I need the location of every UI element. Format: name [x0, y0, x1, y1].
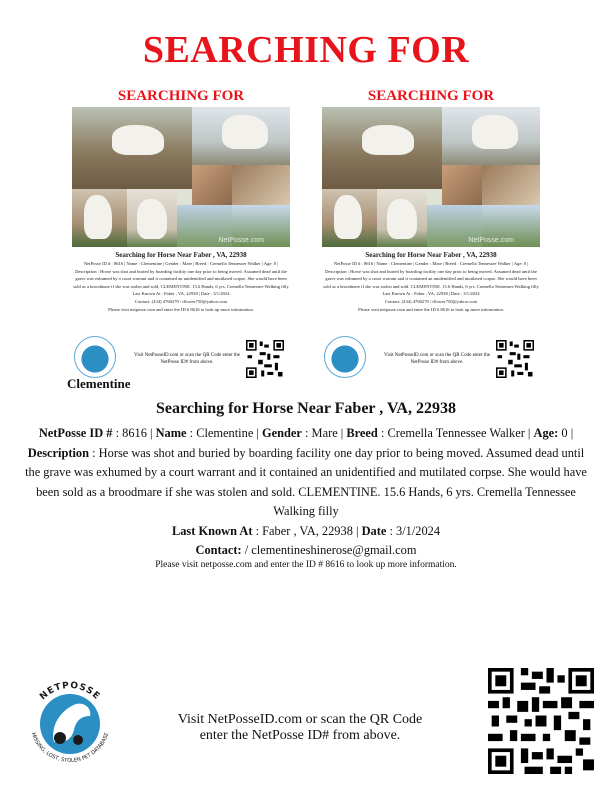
photo-horse-head — [72, 189, 127, 247]
page-title: SEARCHING FOR — [142, 29, 470, 71]
post-title: Searching for Horse Near Faber , VA, 22938 — [156, 400, 456, 417]
mini-flyer-text: Searching for Horse Near Faber , VA, 22938 NetPosse ID # : 8616 | Name : Clementine | Gender : Mare | Breed : Cremella Tennessee Walker | Age: 0 | Description : Horse was shot and buried by boarding facility one day prior to being moved. Assumed dead until the grave was exhumed by a court warrant and it contained an unidentified and mutilated corpse. She would have been sold as a broodmare if she was stolen and sold. CLEMENTINE. 15.6 Hands, 6 yrs. Cremella Tennessee Walking filly Last Known At : Faber , VA, 22938 | Date : 3/1/2024 Contact: (434) 4760270 / tflower750@yahoo.com Please visit netposse.com and enter the ID # 8616 to look up more information. — [323, 251, 539, 312]
netposse-logo-icon — [74, 336, 116, 378]
footer-line-2: enter the NetPosse ID# from above. — [199, 728, 401, 743]
footer-instructions — [150, 712, 450, 744]
photo-closeup — [192, 165, 232, 205]
photo-caption: Clementine — [67, 376, 131, 391]
svg-text:NETPOSSE: NETPOSSE — [38, 680, 102, 703]
photo-horse-rider — [127, 189, 177, 247]
watermark: NetPosse.com — [218, 237, 264, 244]
mini-flyer-right — [322, 88, 540, 388]
mini-footer-text: Visit NetPosseID.com or scan the QR Code enter the NetPosse ID# from above. — [384, 353, 490, 365]
photo-collage — [322, 107, 540, 247]
netposse-logo-icon — [20, 672, 120, 772]
pet-details — [22, 424, 590, 561]
contact-email[interactable]: / clementineshinerose@gmail.com — [241, 543, 417, 557]
mini-flyer-title: SEARCHING FOR — [117, 88, 245, 104]
qr-code-icon — [496, 340, 534, 378]
photo-horse-rider — [377, 189, 427, 247]
pet-id-line: NetPosse ID # : 8616 | Name : Clementine | Gender : Mare | Breed : Cremella Tennessee Walker | Age: 0 | — [38, 426, 574, 440]
photo-horse-barn — [442, 107, 540, 165]
photo-detail — [232, 165, 290, 205]
photo-collage — [72, 107, 290, 247]
photo-detail — [482, 165, 540, 205]
qr-code-icon[interactable] — [488, 668, 594, 774]
photo-horse-field — [72, 107, 192, 189]
photo-horse-field — [322, 107, 442, 189]
description: Description : Horse was shot and buried by boarding facility one day prior to being moved. Assumed dead until the grave was exhumed by a court warrant and it contained an unidentified and mutilated corpse. She would have been sold as a broodmare if she was stolen and sold. CLEMENTINE. 15.6 Hands, 6 yrs. Cremella Tennessee Walking filly — [25, 445, 587, 518]
mini-flyer-title: SEARCHING FOR — [367, 88, 495, 104]
footer-line-1: Visit NetPosseID.com or scan the QR Code — [177, 712, 423, 727]
photo-horse-head — [322, 189, 377, 247]
photo-closeup — [442, 165, 482, 205]
mini-flyer-left — [72, 88, 290, 388]
last-known-line: Last Known At : Faber , VA, 22938 | Date : 3/1/2024 — [171, 523, 441, 538]
svg-text:MISSING, LOST, STOLEN PET DATA: MISSING, LOST, STOLEN PET DATABASE — [29, 731, 111, 765]
lookup-note: Please visit netposse.com and enter the ID # 8616 to look up more information. — [155, 560, 457, 570]
contact-line: Contact: / clementineshinerose@gmail.com — [195, 543, 417, 557]
mini-footer-text: Visit NetPosseID.com or scan the QR Code enter the NetPosse ID# from above. — [134, 353, 240, 365]
photo-horse-barn — [192, 107, 290, 165]
qr-code-icon — [246, 340, 284, 378]
mini-flyer-footer — [322, 336, 540, 386]
mini-flyer-text: Searching for Horse Near Faber , VA, 22938 NetPosse ID # : 8616 | Name : Clementine | Gender : Mare | Breed : Cremella Tennessee Walker | Age: 0 | Description : Horse was shot and buried by boarding facility one day prior to being moved. Assumed dead until the grave was exhumed by a court warrant and it contained an unidentified and mutilated corpse. She would have been sold as a broodmare if she was stolen and sold. CLEMENTINE. 15.6 Hands, 6 yrs. Cremella Tennessee Walking filly Last Known At : Faber , VA, 22938 | Date : 3/1/2024 Contact: (434) 4760270 / tflower750@yahoo.com Please visit netposse.com and enter the ID # 8616 to look up more information. — [73, 251, 289, 312]
watermark: NetPosse.com — [468, 237, 514, 244]
netposse-logo-icon — [324, 336, 366, 378]
